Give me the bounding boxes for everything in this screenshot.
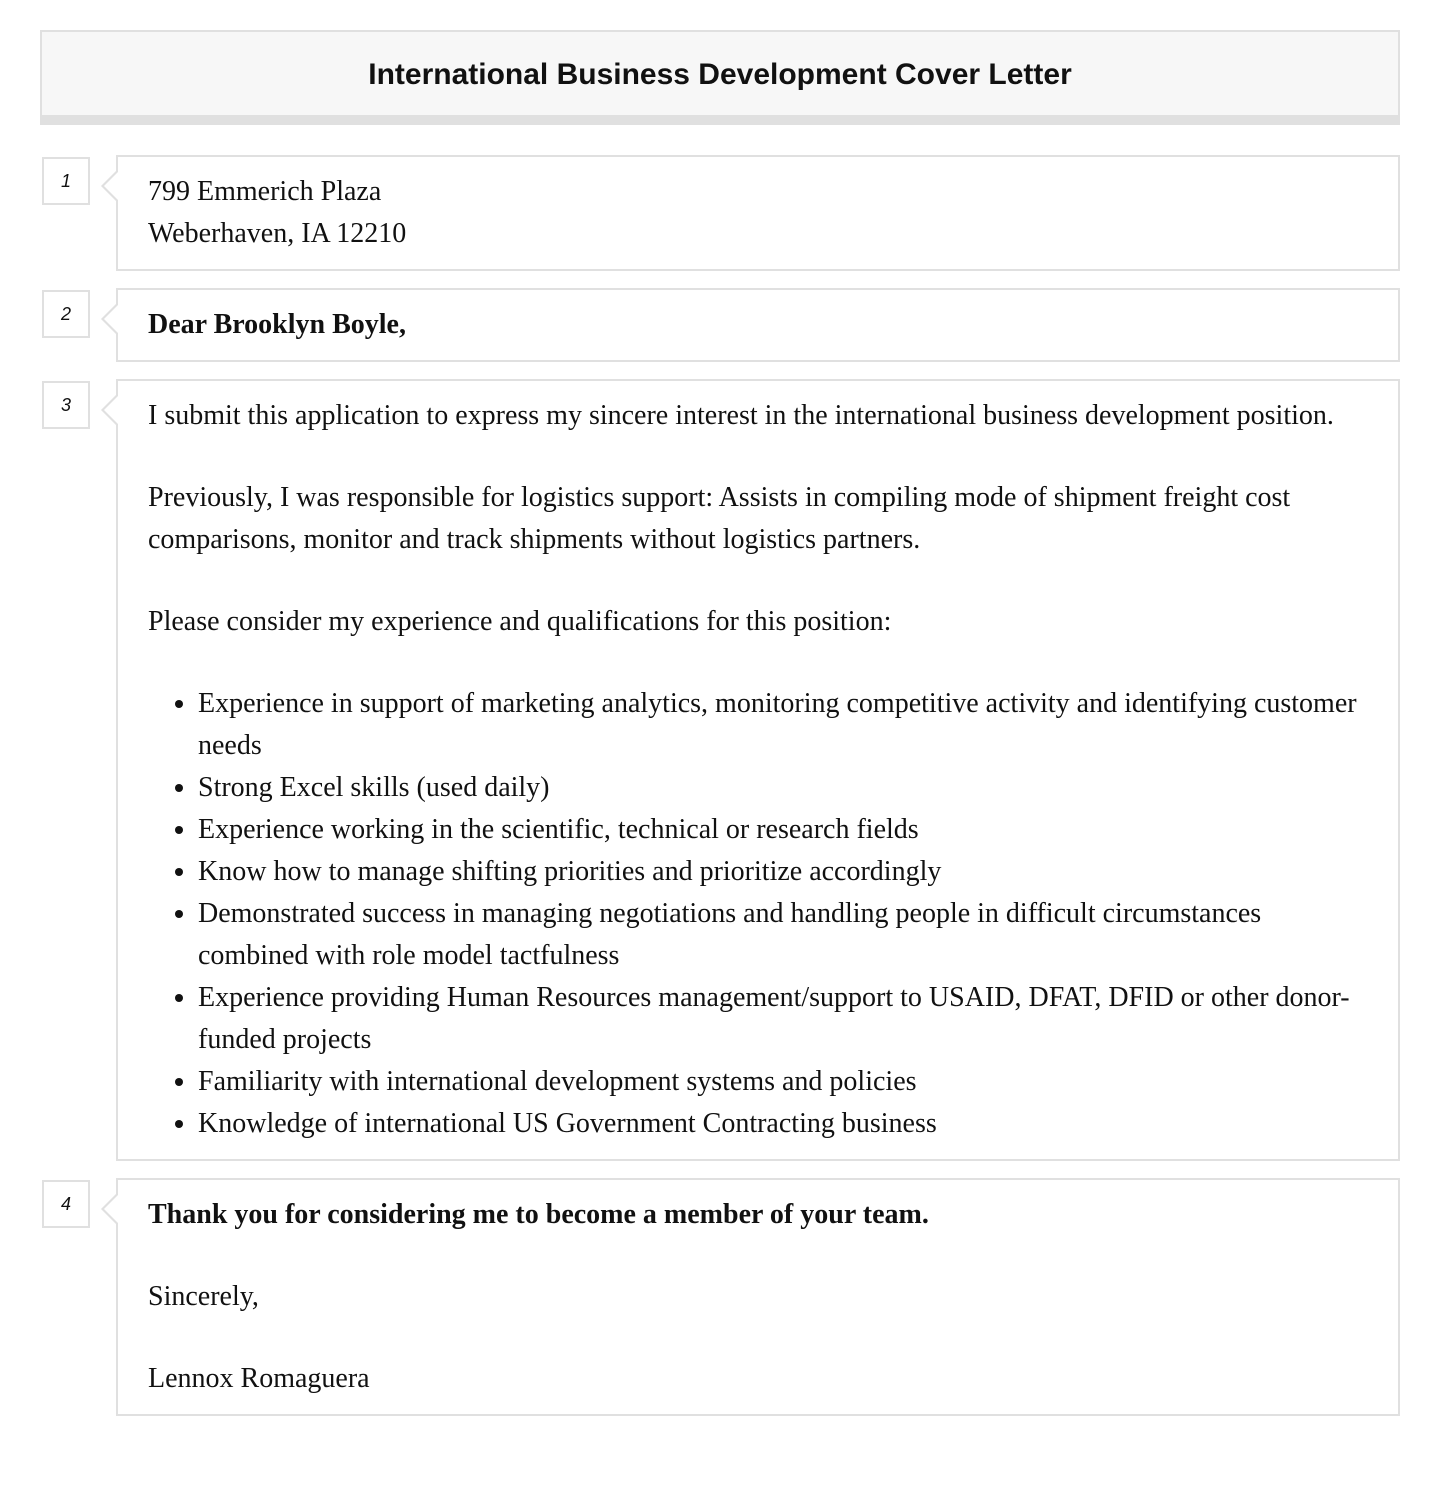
address-line-1: 799 Emmerich Plaza bbox=[148, 176, 382, 207]
block-address bbox=[40, 155, 1400, 271]
document-title: International Business Development Cover Letter bbox=[368, 57, 1072, 91]
block-number: 1 bbox=[42, 157, 90, 205]
block-number: 3 bbox=[42, 381, 90, 429]
list-item: • Strong Excel skills (used daily) bbox=[198, 767, 1368, 809]
thanks-line: Thank you for considering me to become a member of your team. bbox=[148, 1199, 929, 1230]
list-item: • Know how to manage shifting priorities and prioritize accordingly bbox=[198, 851, 1368, 893]
list-item: • Demonstrated success in managing negotiations and handling people in difficult circumstances combined with role model tactfulness bbox=[198, 893, 1368, 977]
salutation: Dear Brooklyn Boyle, bbox=[148, 309, 406, 340]
closing-content bbox=[116, 1178, 1400, 1416]
body-content bbox=[116, 379, 1400, 1161]
block-salutation bbox=[40, 288, 1400, 362]
qualifications-list bbox=[198, 683, 1368, 1145]
lead-in-paragraph: Please consider my experience and qualifications for this position: bbox=[148, 606, 892, 637]
previous-experience-paragraph: Previously, I was responsible for logistics support: Assists in compiling mode of shipment freight cost comparisons, monitor and track shipments without logistics partners. bbox=[148, 482, 1291, 555]
salutation-content bbox=[116, 288, 1400, 362]
closing-line: Sincerely, bbox=[148, 1281, 259, 1312]
list-item: • Familiarity with international development systems and policies bbox=[198, 1061, 1368, 1103]
list-item: • Knowledge of international US Government Contracting business bbox=[198, 1103, 1368, 1145]
intro-paragraph: I submit this application to express my sincere interest in the international business development position. bbox=[148, 400, 1334, 431]
document-header bbox=[40, 30, 1400, 125]
block-closing bbox=[40, 1178, 1400, 1416]
block-body bbox=[40, 379, 1400, 1161]
list-item: • Experience in support of marketing analytics, monitoring competitive activity and identifying customer needs bbox=[198, 683, 1368, 767]
list-item: • Experience working in the scientific, technical or research fields bbox=[198, 809, 1368, 851]
address-line-2: Weberhaven, IA 12210 bbox=[148, 218, 407, 249]
list-item: • Experience providing Human Resources management/support to USAID, DFAT, DFID or other donor-funded projects bbox=[198, 977, 1368, 1061]
letter-blocks bbox=[40, 155, 1400, 1416]
address-content bbox=[116, 155, 1400, 271]
block-number: 4 bbox=[42, 1180, 90, 1228]
signature: Lennox Romaguera bbox=[148, 1363, 370, 1394]
block-number: 2 bbox=[42, 290, 90, 338]
